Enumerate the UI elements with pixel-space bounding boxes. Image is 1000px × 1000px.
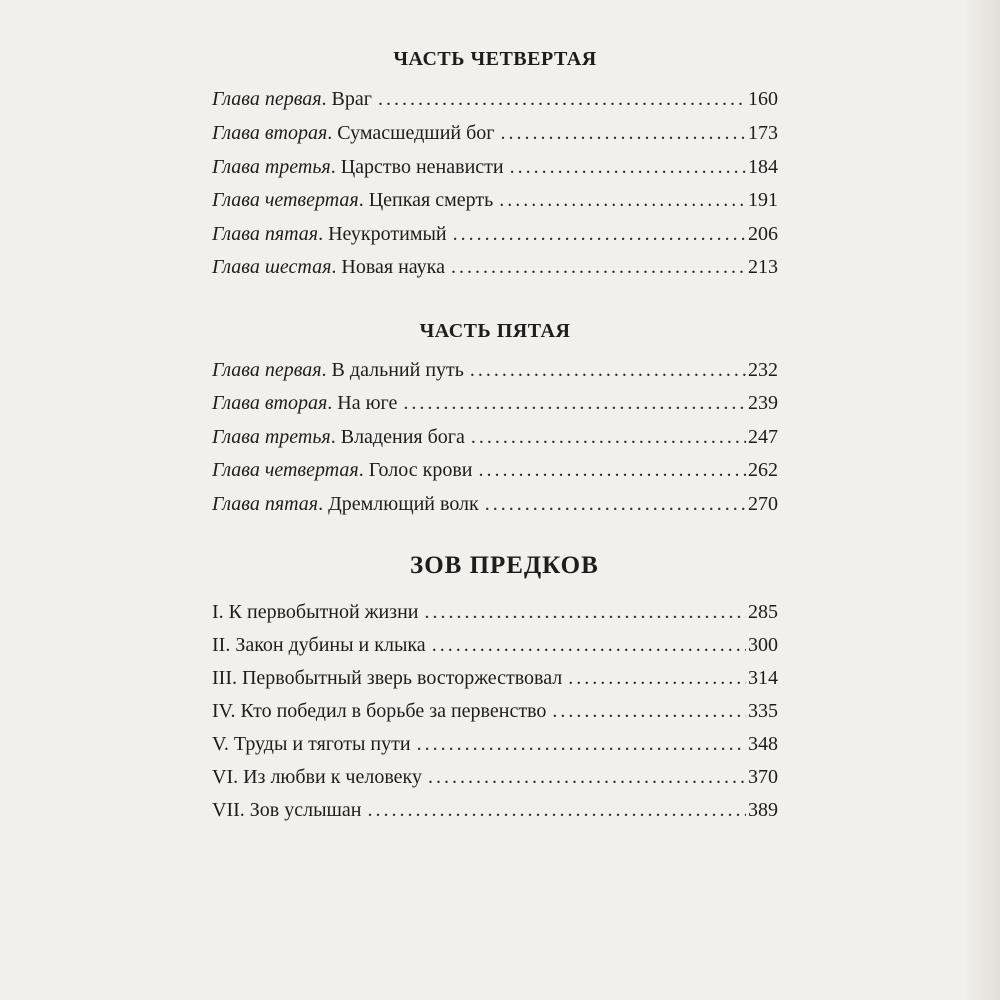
toc-entry: Глава вторая . Сумасшедший бог . . . 173 [212,118,778,148]
dot-leader [471,422,746,452]
chapter-title: IV. Кто победил в борьбе за первенство [212,700,547,722]
toc-entry [212,597,778,627]
page-number: 370 [748,766,778,788]
chapter-title: Цепкая смерть [368,189,494,211]
chapter-label: Глава первая [212,359,322,381]
toc-entry: Глава третья . Царство ненависти . . . 184 [212,152,778,182]
chapter-title: III. Первобытный зверь восторжествовал [212,667,563,689]
toc-entry: Глава первая . Враг . . . 160 [212,84,778,114]
dot-leader [403,388,746,418]
page-number: 160 [748,88,778,110]
chapter-title: В дальний путь [331,359,464,381]
dot-leader [485,489,746,519]
dot-leader [417,729,746,759]
chapter-label: Глава четвертая [212,459,359,481]
dot-leader [378,84,746,114]
toc-entry: Глава пятая . Дремлющий волк . . . 270 [212,489,778,519]
dot-leader [499,185,746,215]
page-edge-shadow [964,0,1000,1000]
dot-leader [453,219,746,249]
page-number: 247 [748,426,778,448]
toc-entry [212,762,778,792]
chapter-title: Неукротимый [328,223,447,245]
toc-entry: Глава пятая . Неукротимый . . . 206 [212,219,778,249]
page-number: 213 [748,256,778,278]
toc-entry: Глава шестая . Новая наука . . . 213 [212,252,778,282]
chapter-label: Глава третья [212,156,331,178]
book-heading: ЗОВ ПРЕДКОВ [410,552,599,579]
page-number: 239 [748,392,778,414]
page-number: 389 [748,799,778,821]
toc-entry: Глава четвертая . Цепкая смерть . . . 191 [212,185,778,215]
page-number: 270 [748,493,778,515]
toc-entry [212,630,778,660]
part-four-heading: ЧАСТЬ ЧЕТВЕРТАЯ [393,48,597,70]
chapter-title: VI. Из любви к человеку [212,766,422,788]
page-number: 191 [748,189,778,211]
chapter-label: Глава первая [212,88,322,110]
chapter-label: Глава четвертая [212,189,359,211]
page-number: 206 [748,223,778,245]
toc-entry [212,729,778,759]
dot-leader [500,118,746,148]
chapter-title: Враг [331,88,372,110]
dot-leader [470,355,746,385]
page-number: 300 [748,634,778,656]
dot-leader [552,696,746,726]
chapter-label: Глава пятая [212,223,319,245]
toc-entry: Глава вторая . На юге . . . 239 [212,388,778,418]
chapter-title: Дремлющий волк [328,493,479,515]
toc-entry: Глава четвертая . Голос крови . . . 262 [212,455,778,485]
chapter-title: II. Закон дубины и клыка [212,634,426,656]
dot-leader [568,663,746,693]
dot-leader [424,597,746,627]
page-number: 314 [748,667,778,689]
page-number: 335 [748,700,778,722]
part-five-heading: ЧАСТЬ ПЯТАЯ [419,320,571,342]
dot-leader [428,762,746,792]
chapter-title: VII. Зов услышан [212,799,362,821]
page-number: 285 [748,601,778,623]
chapter-title: Царство ненависти [340,156,504,178]
dot-leader [368,795,746,825]
chapter-title: Новая наука [341,256,445,278]
page-number: 262 [748,459,778,481]
page-number: 348 [748,733,778,755]
chapter-title: Владения бога [340,426,465,448]
chapter-label: Глава вторая [212,392,328,414]
chapter-label: Глава третья [212,426,331,448]
dot-leader [451,252,746,282]
chapter-label: Глава пятая [212,493,319,515]
toc-entry [212,696,778,726]
page-number: 232 [748,359,778,381]
chapter-title: Сумасшедший бог [337,122,495,144]
chapter-title: I. К первобытной жизни [212,601,419,623]
dot-leader [478,455,746,485]
chapter-title: На юге [337,392,398,414]
chapter-label: Глава шестая [212,256,332,278]
chapter-label: Глава вторая [212,122,328,144]
dot-leader [432,630,746,660]
page-number: 173 [748,122,778,144]
page-number: 184 [748,156,778,178]
toc-entry: Глава третья . Владения бога . . . 247 [212,422,778,452]
chapter-title: Голос крови [368,459,473,481]
toc-entry: Глава первая . В дальний путь . . . 232 [212,355,778,385]
toc-entry [212,795,778,825]
dot-leader [510,152,746,182]
toc-entry [212,663,778,693]
chapter-title: V. Труды и тяготы пути [212,733,411,755]
